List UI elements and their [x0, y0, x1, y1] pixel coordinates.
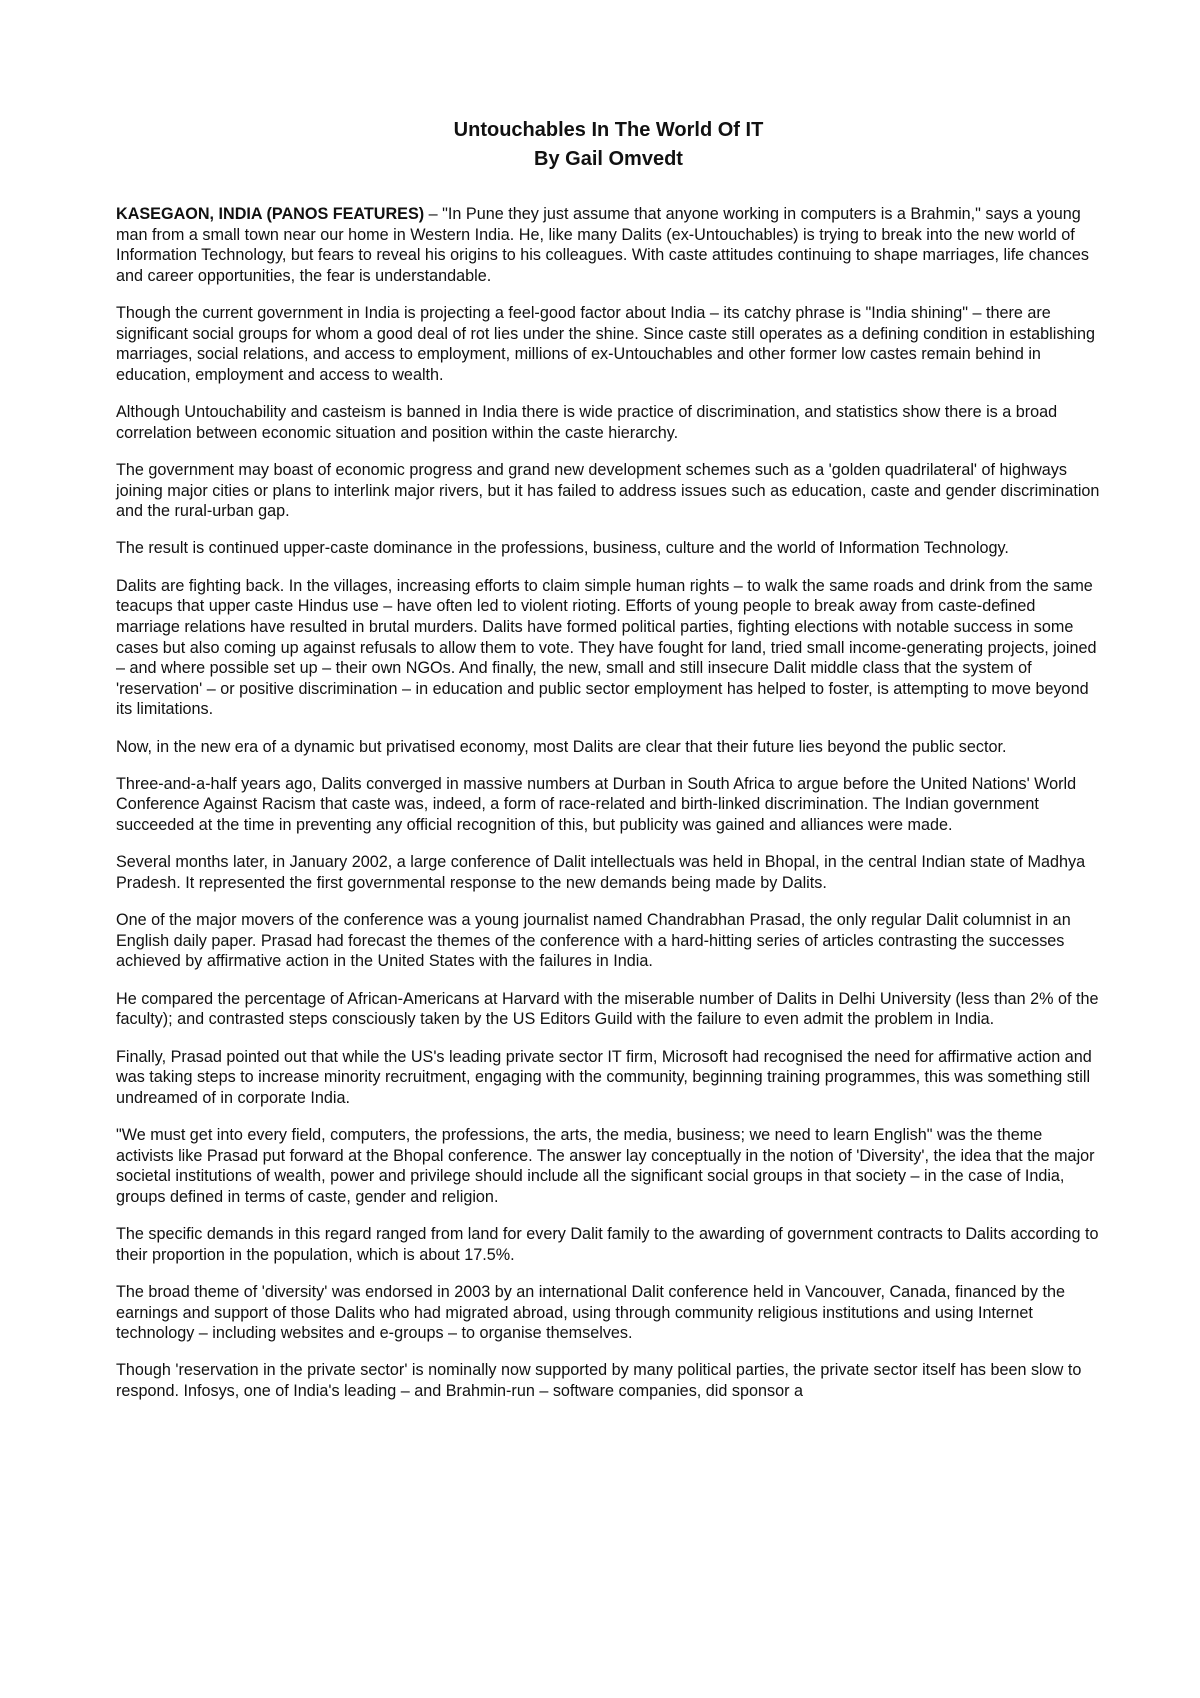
paragraph: One of the major movers of the conference was a young journalist named Chandrabhan Prasad, the only regular Dalit columnist in an English daily paper. Prasad had forecast the themes of the conference with a hard-hitting series of articles contrasting the successes achieved by affirmative action in the United States with the failures in India. [116, 911, 1071, 971]
paragraph: Though the current government in India is projecting a feel-good factor about India – its catchy phrase is "India shining" – there are significant social groups for whom a good deal of rot lies under the shine. Since caste still operates as a defining condition in establishing marriages, social relations, and access to employment, millions of ex-Untouchables and other former low castes remain behind in education, employment and access to wealth. [116, 304, 1096, 384]
title-block [116, 116, 1101, 174]
article-body [116, 204, 1101, 1402]
paragraph: Now, in the new era of a dynamic but privatised economy, most Dalits are clear that their future lies beyond the public sector. [116, 737, 1007, 756]
paragraph: "We must get into every field, computers, the professions, the arts, the media, business; we need to learn English" was the theme activists like Prasad put forward at the Bhopal conference. The answer lay conceptually in the notion of 'Diversity', the idea that the major societal institutions of wealth, power and privilege should include all the significant social groups in that society – in the case of India, groups defined in terms of caste, gender and religion. [116, 1126, 1095, 1206]
paragraph-text: – "In Pune they just assume that anyone working in computers is a Brahmin," says a young man from a small town near our home in Western India. He, like many Dalits (ex-Untouchables) is trying to break into the new world of Information Technology, but fears to reveal his origins to his colleagues. With caste attitudes continuing to shape marriages, life chances and career opportunities, the fear is understandable. [116, 205, 1089, 285]
document-page [116, 116, 1101, 1418]
author-byline: By Gail Omvedt [534, 148, 683, 170]
paragraph: The specific demands in this regard ranged from land for every Dalit family to the awarding of government contracts to Dalits according to their proportion in the population, which is about 17.5%. [116, 1225, 1099, 1264]
paragraph: Finally, Prasad pointed out that while the US's leading private sector IT firm, Microsoft had recognised the need for affirmative action and was taking steps to increase minority recruitment, engaging with the community, beginning training programmes, this was something still undreamed of in corporate India. [116, 1047, 1092, 1107]
paragraph: Dalits are fighting back. In the villages, increasing efforts to claim simple human rights – to walk the same roads and drink from the same teacups that upper caste Hindus use – have often led to violent rioting. Efforts of young people to break away from caste-defined marriage relations have resulted in brutal murders. Dalits have formed political parties, fighting elections with notable success in some cases but also coming up against refusals to allow them to vote. They have fought for land, tried small income-generating projects, joined – and where possible set up – their own NGOs. And finally, the new, small and still insecure Dalit middle class that the system of 'reservation' – or positive discrimination – in education and public sector employment has helped to foster, is attempting to move beyond its limitations. [116, 576, 1097, 719]
dateline: KASEGAON, INDIA (PANOS FEATURES) [116, 205, 425, 223]
document-title: Untouchables In The World Of IT [453, 119, 764, 141]
paragraph: The broad theme of 'diversity' was endorsed in 2003 by an international Dalit conference held in Vancouver, Canada, financed by the earnings and support of those Dalits who had migrated abroad, using through community religious institutions and using Internet technology – including websites and e-groups – to organise themselves. [116, 1282, 1065, 1343]
paragraph: Though 'reservation in the private sector' is nominally now supported by many political parties, the private sector itself has been slow to respond. Infosys, one of India's leading – and Brahmin-run – software companies, did sponsor a [116, 1361, 1082, 1401]
paragraph: The result is continued upper-caste dominance in the professions, business, culture and the world of Information Technology. [116, 539, 1009, 558]
paragraph: He compared the percentage of African-Americans at Harvard with the miserable number of Dalits in Delhi University (less than 2% of the faculty); and contrasted steps consciously taken by the US Editors Guild with the failure to even admit the problem in India. [116, 989, 1099, 1029]
paragraph [116, 204, 1101, 286]
paragraph: The government may boast of economic progress and grand new development schemes such as a 'golden quadrilateral' of highways joining major cities or plans to interlink major rivers, but it has failed to address issues such as education, caste and gender discrimination and the rural-urban gap. [116, 461, 1100, 521]
paragraph: Although Untouchability and casteism is banned in India there is wide practice of discrimination, and statistics show there is a broad correlation between economic situation and position within the caste hierarchy. [116, 403, 1058, 442]
paragraph: Three-and-a-half years ago, Dalits converged in massive numbers at Durban in South Africa to argue before the United Nations' World Conference Against Racism that caste was, indeed, a form of race-related and birth-linked discrimination. The Indian government succeeded at the time in preventing any official recognition of this, but publicity was gained and alliances were made. [116, 774, 1077, 835]
paragraph: Several months later, in January 2002, a large conference of Dalit intellectuals was held in Bhopal, in the central Indian state of Madhya Pradesh. It represented the first governmental response to the new demands being made by Dalits. [116, 853, 1086, 892]
